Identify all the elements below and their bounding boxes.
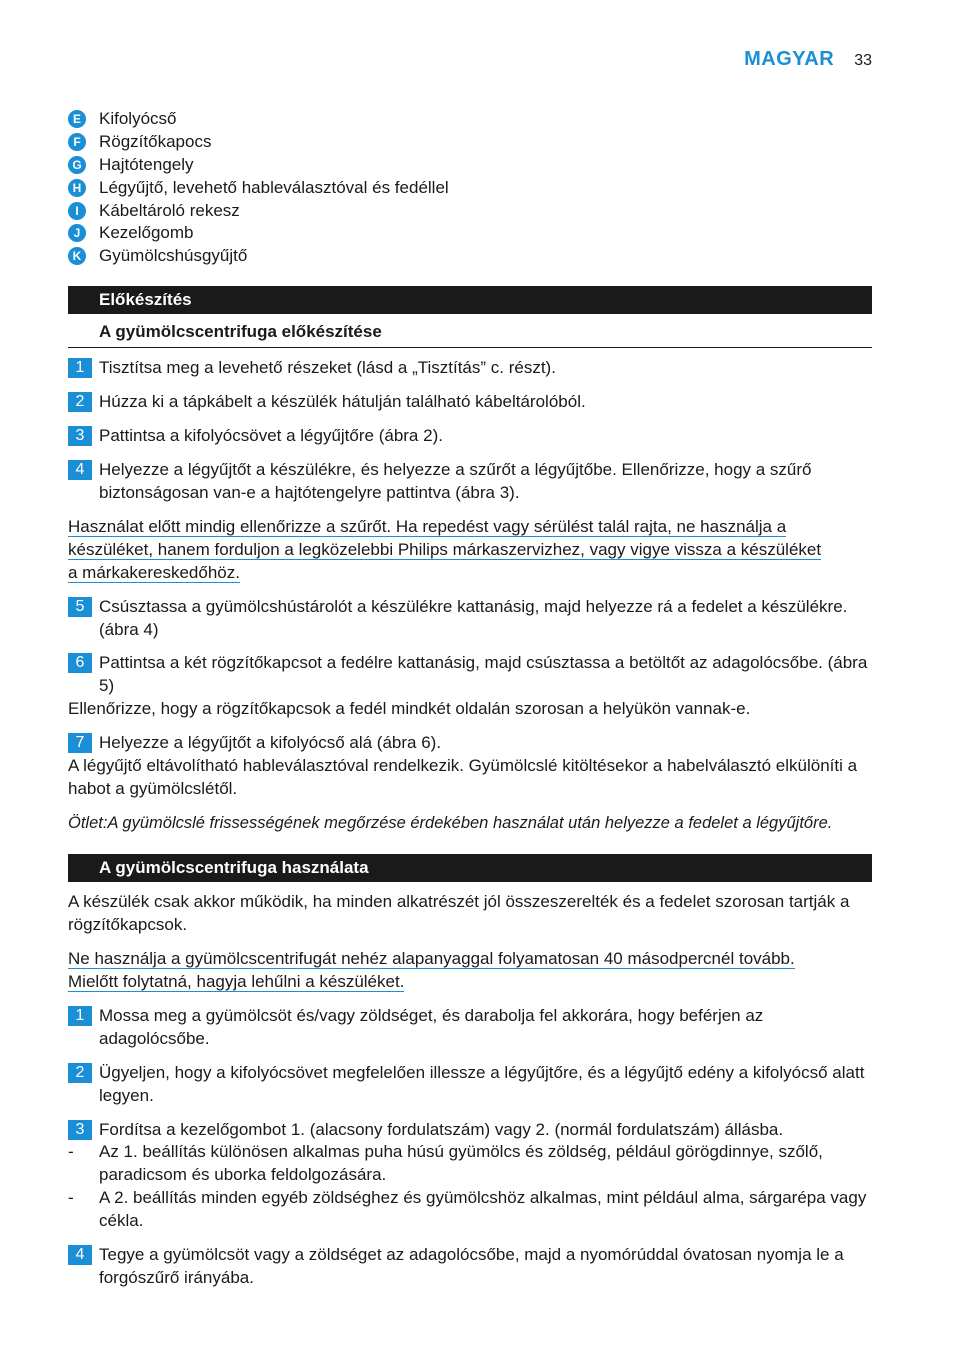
subsection-title: A gyümölcscentrifuga előkészítése [68,322,872,348]
tip-text: A gyümölcslé frissességének megőrzése érdekében használat után helyezze a fedelet a légyűjtőre. [107,814,833,832]
legend-item [68,245,449,268]
dash-list-item [68,1141,872,1187]
warning-line: Mielőtt folytatná, hagyja lehűlni a készüléket. [68,971,405,991]
step-number: 5 [68,597,92,617]
legend-letter-badge: J [68,224,86,242]
warning-line: Használat előtt mindig ellenőrizze a szűrőt. Ha repedést vagy sérülést talál rajta, ne használja a [68,517,787,536]
step-item [68,1244,872,1290]
step-text: Pattintsa a kifolyócsövet a légyűjtőre (ábra 2). [99,426,443,445]
step-text: Mossa meg a gyümölcsöt és/vagy zöldséget, és darabolja fel akkorára, hogy beférjen az adagolócsőbe. [99,1006,764,1048]
step-text: Pattintsa a két rögzítőkapcsot a fedélre kattanásig, majd csúsztassa a betöltőt az adagolócsőbe. (ábra 5) [99,653,868,695]
step-number: 4 [68,460,92,480]
step-number: 1 [68,1006,92,1026]
legend-label: Kezelőgomb [99,223,194,243]
legend-item [68,154,449,177]
section-title-usage: A gyümölcscentrifuga használata [68,854,872,882]
step-number: 7 [68,733,92,753]
intro-paragraph: A készülék csak akkor működik, ha minden alkatrészét jól összeszerelték és a fedelet szorosan tartják a rögzítőkapcsok. [68,892,850,934]
legend-label: Gyümölcshúsgyűjtő [99,246,248,266]
step-item [68,425,872,448]
step-item [68,652,872,698]
section-title-preparation: Előkészítés [68,286,872,314]
step-item [68,732,872,755]
legend-item [68,108,449,131]
legend-label: Kábeltároló rekesz [99,200,240,220]
legend-letter-badge: G [68,156,86,174]
step-item [68,459,872,505]
legend-letter-badge: K [68,247,86,265]
dash-text: Az 1. beállítás különösen alkalmas puha húsú gyümölcs és zöldség, például görögdinnye, szőlő, paradicsom és uborka feldolgozására. [99,1142,823,1184]
step-number: 3 [68,1120,92,1140]
step-item [68,357,872,380]
step-number: 2 [68,392,92,412]
dash-list-item [68,1187,872,1233]
step-number: 6 [68,653,92,673]
legend-item [68,131,449,154]
parts-legend [68,108,449,268]
step-item [68,596,872,642]
tip-paragraph [68,812,874,835]
legend-label: Légyűjtő, levehető hableválasztóval és fedéllel [99,177,449,197]
step-text: Fordítsa a kezelőgombot 1. (alacsony fordulatszám) vagy 2. (normál fordulatszám) állásba. [99,1120,784,1139]
step-number: 3 [68,426,92,446]
step-item [68,391,872,414]
legend-letter-badge: F [68,133,86,151]
legend-letter-badge: I [68,202,86,220]
step-text: Helyezze a légyűjtőt a készülékre, és helyezze a szűrőt a légyűjtőbe. Ellenőrizze, hogy a szűrő biztonságosan van-e a hajtótengelyre pattintva (ábra 3). [99,460,812,502]
step-number: 4 [68,1245,92,1265]
legend-label: Kifolyócső [99,109,177,129]
step-text: Helyezze a légyűjtőt a kifolyócső alá (ábra 6). [99,733,442,752]
step-text: Húzza ki a tápkábelt a készülék hátulján található kábeltárolóból. [99,392,586,411]
page-number: 33 [854,52,872,69]
note-paragraph: A légyűjtő eltávolítható hableválasztóval rendelkezik. Gyümölcslé kitöltésekor a habelválasztó elkülöníti a habot a gyümölcslétől. [68,756,858,798]
step-number: 2 [68,1063,92,1083]
dash-bullet: - [68,1188,74,1207]
step-text: Tisztítsa meg a levehető részeket (lásd a „Tisztítás” c. részt). [99,358,556,377]
legend-label: Hajtótengely [99,154,194,174]
step-item [68,1005,872,1051]
dash-text: A 2. beállítás minden egyéb zöldséghez és gyümölcshöz alkalmas, mint például alma, sárgarépa vagy cékla. [99,1188,867,1230]
language-label: MAGYAR [744,48,835,70]
warning-paragraph [68,516,874,584]
warning-line: Ne használja a gyümölcscentrifugát nehéz alapanyaggal folyamatosan 40 másodpercnél tovább. [68,949,795,968]
step-item [68,1062,872,1108]
legend-item [68,176,449,199]
legend-letter-badge: H [68,179,86,197]
page-header [744,48,872,71]
tip-label: Ötlet: [68,814,108,832]
note-paragraph: Ellenőrizze, hogy a rögzítőkapcsok a fedél mindkét oldalán szorosan a helyükön vannak-e. [68,699,751,718]
legend-item [68,222,449,245]
dash-bullet: - [68,1142,74,1161]
step-item [68,1119,872,1142]
warning-paragraph [68,948,874,994]
step-text: Tegye a gyümölcsöt vagy a zöldséget az adagolócsőbe, majd a nyomórúddal óvatosan nyomja le a forgószűrő irányába. [99,1245,844,1287]
step-number: 1 [68,358,92,378]
step-text: Csúsztassa a gyümölcshústárolót a készülékre kattanásig, majd helyezze rá a fedelet a készülékre. (ábra 4) [99,597,848,639]
legend-letter-badge: E [68,110,86,128]
legend-label: Rögzítőkapocs [99,132,212,152]
warning-line: készüléket, hanem forduljon a legközelebbi Philips márkaszervizhez, vagy vigye vissza a készüléket [68,539,822,559]
legend-item [68,199,449,222]
step-text: Ügyeljen, hogy a kifolyócsövet megfelelően illessze a légyűjtőre, és a légyűjtő edény a kifolyócső alatt legyen. [99,1063,865,1105]
warning-line: a márkakereskedőhöz. [68,562,240,582]
